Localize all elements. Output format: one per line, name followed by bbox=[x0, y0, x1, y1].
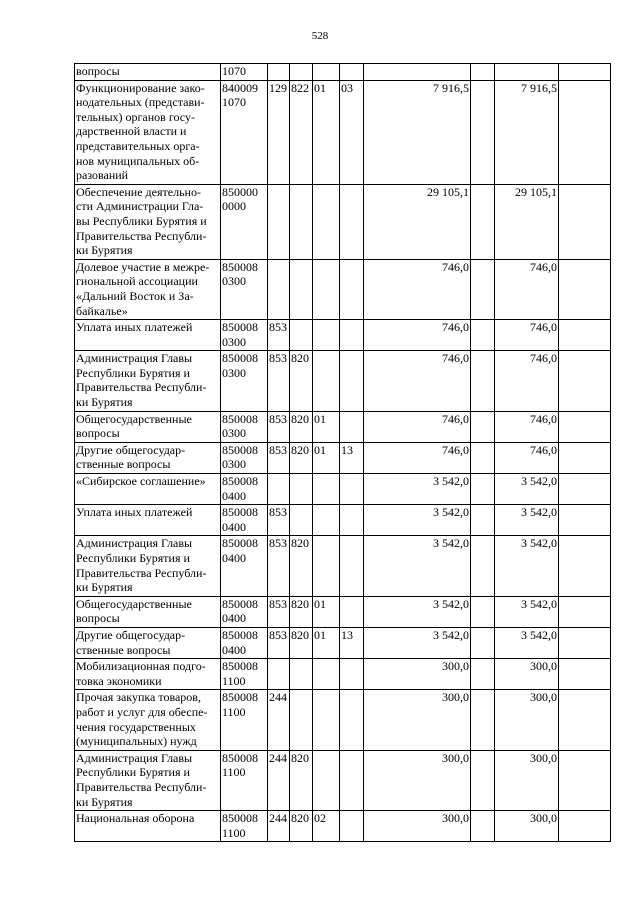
section-code-cell bbox=[313, 750, 340, 810]
item-name-line: Республики Бурятия и bbox=[76, 765, 190, 780]
empty-cell bbox=[471, 536, 495, 596]
section-code-cell: 01 bbox=[313, 80, 340, 184]
expense-group-cell: 853 bbox=[268, 505, 290, 536]
code-line: 1100 bbox=[222, 704, 246, 719]
expense-group-cell bbox=[268, 659, 290, 690]
target-code-cell bbox=[221, 411, 268, 442]
empty-cell bbox=[471, 505, 495, 536]
item-name-line: сти Администрации Гла- bbox=[76, 199, 204, 214]
expense-group-cell: 853 bbox=[268, 627, 290, 658]
item-name-cell bbox=[75, 505, 221, 536]
subsection-code-cell bbox=[340, 596, 364, 627]
empty-cell bbox=[559, 536, 611, 596]
department-code-cell: 820 bbox=[290, 750, 313, 810]
expense-group-cell bbox=[268, 259, 290, 319]
expense-group-cell bbox=[268, 184, 290, 259]
department-code-cell: 820 bbox=[290, 627, 313, 658]
expense-group-cell: 853 bbox=[268, 536, 290, 596]
amount-total-cell: 29 105,1 bbox=[495, 184, 559, 259]
amount-cell: 300,0 bbox=[364, 659, 471, 690]
item-name-line: ки Бурятия bbox=[76, 243, 133, 258]
table-row bbox=[75, 505, 611, 536]
page-number: 528 bbox=[311, 30, 329, 42]
expense-group-cell: 244 bbox=[268, 811, 290, 842]
expense-group-cell: 853 bbox=[268, 320, 290, 351]
amount-cell: 746,0 bbox=[364, 411, 471, 442]
table-row bbox=[75, 411, 611, 442]
item-name-cell bbox=[75, 690, 221, 750]
section-code-cell bbox=[313, 474, 340, 505]
item-name-cell bbox=[75, 627, 221, 658]
code-line: 850008 bbox=[222, 320, 258, 335]
code-line: 850008 bbox=[222, 505, 258, 520]
item-name-line: товка экономики bbox=[76, 673, 162, 688]
item-name-line: Администрация Главы bbox=[76, 351, 193, 366]
item-name-line: Другие общегосудар- bbox=[76, 627, 186, 642]
expense-group-cell: 853 bbox=[268, 411, 290, 442]
code-line: 1070 bbox=[222, 64, 246, 78]
item-name-cell bbox=[75, 659, 221, 690]
amount-cell: 7 916,5 bbox=[364, 80, 471, 184]
code-line: 0400 bbox=[222, 642, 246, 657]
empty-cell bbox=[559, 64, 611, 81]
section-code-cell bbox=[313, 351, 340, 411]
amount-total-cell: 300,0 bbox=[495, 690, 559, 750]
amount-total-cell: 3 542,0 bbox=[495, 596, 559, 627]
section-code-cell: 01 bbox=[313, 596, 340, 627]
code-line: 850000 bbox=[222, 184, 258, 199]
amount-total-cell: 300,0 bbox=[495, 659, 559, 690]
department-code-cell bbox=[290, 505, 313, 536]
item-name-cell bbox=[75, 184, 221, 259]
item-name-line: Уплата иных платежей bbox=[76, 320, 193, 335]
code-line: 0300 bbox=[222, 426, 246, 441]
subsection-code-cell bbox=[340, 536, 364, 596]
item-name-cell bbox=[75, 750, 221, 810]
amount-cell bbox=[364, 64, 471, 81]
amount-total-cell: 746,0 bbox=[495, 442, 559, 473]
item-name-line: вопросы bbox=[76, 426, 120, 441]
empty-cell bbox=[471, 474, 495, 505]
item-name-cell bbox=[75, 80, 221, 184]
amount-total-cell: 300,0 bbox=[495, 811, 559, 842]
table-row bbox=[75, 474, 611, 505]
item-name-cell bbox=[75, 411, 221, 442]
target-code-cell bbox=[221, 659, 268, 690]
item-name-line: ственные вопросы bbox=[76, 642, 171, 657]
section-code-cell bbox=[313, 259, 340, 319]
amount-cell: 300,0 bbox=[364, 811, 471, 842]
item-name-line: Правительства Республи- bbox=[76, 779, 207, 794]
item-name-line: нодательных (представи- bbox=[76, 95, 205, 110]
subsection-code-cell: 03 bbox=[340, 80, 364, 184]
target-code-cell bbox=[221, 80, 268, 184]
department-code-cell: 822 bbox=[290, 80, 313, 184]
expense-group-cell: 853 bbox=[268, 596, 290, 627]
item-name-line: ственные вопросы bbox=[76, 457, 171, 472]
item-name-line: (муниципальных) нужд bbox=[76, 734, 197, 749]
empty-cell bbox=[559, 750, 611, 810]
empty-cell bbox=[471, 690, 495, 750]
empty-cell bbox=[471, 627, 495, 658]
subsection-code-cell: 13 bbox=[340, 442, 364, 473]
code-line: 1100 bbox=[222, 765, 246, 780]
target-code-cell bbox=[221, 320, 268, 351]
target-code-cell bbox=[221, 351, 268, 411]
department-code-cell bbox=[290, 690, 313, 750]
table-row bbox=[75, 690, 611, 750]
empty-cell bbox=[559, 690, 611, 750]
item-name-line: дарственной власти и bbox=[76, 124, 187, 139]
amount-total-cell: 3 542,0 bbox=[495, 536, 559, 596]
empty-cell bbox=[559, 659, 611, 690]
department-code-cell: 820 bbox=[290, 442, 313, 473]
target-code-cell bbox=[221, 505, 268, 536]
code-line: 850008 bbox=[222, 627, 258, 642]
subsection-code-cell bbox=[340, 259, 364, 319]
empty-cell bbox=[471, 320, 495, 351]
table-row bbox=[75, 627, 611, 658]
item-name-line: чения государственных bbox=[76, 719, 196, 734]
amount-cell: 300,0 bbox=[364, 750, 471, 810]
amount-total-cell: 746,0 bbox=[495, 351, 559, 411]
section-code-cell bbox=[313, 64, 340, 81]
table-row bbox=[75, 811, 611, 842]
empty-cell bbox=[559, 442, 611, 473]
expense-group-cell: 853 bbox=[268, 442, 290, 473]
code-line: 850008 bbox=[222, 442, 258, 457]
target-code-cell bbox=[221, 627, 268, 658]
code-line: 0400 bbox=[222, 488, 246, 503]
table-row bbox=[75, 351, 611, 411]
amount-total-cell: 3 542,0 bbox=[495, 474, 559, 505]
item-name-line: тельных) органов госу- bbox=[76, 109, 195, 124]
target-code-cell bbox=[221, 596, 268, 627]
department-code-cell bbox=[290, 659, 313, 690]
department-code-cell: 820 bbox=[290, 351, 313, 411]
department-code-cell: 820 bbox=[290, 811, 313, 842]
table-row bbox=[75, 64, 611, 81]
item-name-line: представительных орга- bbox=[76, 138, 200, 153]
subsection-code-cell bbox=[340, 690, 364, 750]
target-code-cell bbox=[221, 442, 268, 473]
code-line: 850008 bbox=[222, 750, 258, 765]
table-row bbox=[75, 80, 611, 184]
empty-cell bbox=[471, 259, 495, 319]
item-name-line: вопросы bbox=[76, 611, 120, 626]
empty-cell bbox=[559, 505, 611, 536]
expense-group-cell bbox=[268, 474, 290, 505]
amount-cell: 746,0 bbox=[364, 351, 471, 411]
item-name-cell bbox=[75, 596, 221, 627]
item-name-line: «Дальний Восток и За- bbox=[76, 288, 194, 303]
amount-total-cell: 3 542,0 bbox=[495, 505, 559, 536]
item-name-line: работ и услуг для обеспе- bbox=[76, 704, 208, 719]
item-name-line: Национальная оборона bbox=[76, 811, 195, 826]
code-line: 1100 bbox=[222, 825, 246, 840]
subsection-code-cell bbox=[340, 659, 364, 690]
target-code-cell bbox=[221, 474, 268, 505]
code-line: 1070 bbox=[222, 95, 246, 110]
amount-cell: 746,0 bbox=[364, 259, 471, 319]
code-line: 850008 bbox=[222, 690, 258, 705]
subsection-code-cell bbox=[340, 505, 364, 536]
code-line: 0300 bbox=[222, 457, 246, 472]
subsection-code-cell bbox=[340, 184, 364, 259]
table-row bbox=[75, 596, 611, 627]
expense-group-cell bbox=[268, 64, 290, 81]
code-line: 0300 bbox=[222, 334, 246, 349]
subsection-code-cell bbox=[340, 750, 364, 810]
amount-cell: 3 542,0 bbox=[364, 596, 471, 627]
target-code-cell bbox=[221, 184, 268, 259]
department-code-cell bbox=[290, 64, 313, 81]
table-row bbox=[75, 259, 611, 319]
empty-cell bbox=[471, 351, 495, 411]
amount-cell: 300,0 bbox=[364, 690, 471, 750]
empty-cell bbox=[471, 184, 495, 259]
target-code-cell bbox=[221, 811, 268, 842]
amount-cell: 3 542,0 bbox=[364, 474, 471, 505]
item-name-cell bbox=[75, 536, 221, 596]
empty-cell bbox=[471, 750, 495, 810]
table-row bbox=[75, 184, 611, 259]
target-code-cell bbox=[221, 536, 268, 596]
item-name-line: Обеспечение деятельно- bbox=[76, 184, 201, 199]
amount-total-cell: 300,0 bbox=[495, 750, 559, 810]
amount-cell: 3 542,0 bbox=[364, 536, 471, 596]
code-line: 850008 bbox=[222, 411, 258, 426]
amount-total-cell: 746,0 bbox=[495, 411, 559, 442]
item-name-line: гиональной ассоциации bbox=[76, 274, 198, 289]
item-name-cell bbox=[75, 474, 221, 505]
amount-total-cell: 746,0 bbox=[495, 320, 559, 351]
item-name-line: Общегосударственные bbox=[76, 596, 192, 611]
item-name-line: вы Республики Бурятия и bbox=[76, 213, 207, 228]
empty-cell bbox=[559, 80, 611, 184]
item-name-line: Общегосударственные bbox=[76, 411, 192, 426]
code-line: 0300 bbox=[222, 365, 246, 380]
section-code-cell: 01 bbox=[313, 442, 340, 473]
empty-cell bbox=[471, 442, 495, 473]
section-code-cell bbox=[313, 536, 340, 596]
department-code-cell bbox=[290, 184, 313, 259]
section-code-cell: 01 bbox=[313, 411, 340, 442]
item-name-line: байкалье» bbox=[76, 303, 128, 318]
item-name-cell bbox=[75, 442, 221, 473]
item-name-line: Республики Бурятия и bbox=[76, 551, 190, 565]
item-name-line: вопросы bbox=[76, 64, 120, 78]
empty-cell bbox=[559, 627, 611, 658]
table-row bbox=[75, 536, 611, 596]
section-code-cell: 02 bbox=[313, 811, 340, 842]
table-row bbox=[75, 750, 611, 810]
section-code-cell bbox=[313, 320, 340, 351]
empty-cell bbox=[471, 596, 495, 627]
empty-cell bbox=[471, 64, 495, 81]
amount-cell: 746,0 bbox=[364, 320, 471, 351]
code-line: 850008 bbox=[222, 351, 258, 366]
empty-cell bbox=[559, 596, 611, 627]
item-name-line: разований bbox=[76, 168, 129, 183]
department-code-cell bbox=[290, 259, 313, 319]
item-name-line: Другие общегосудар- bbox=[76, 442, 186, 457]
table-row bbox=[75, 659, 611, 690]
empty-cell bbox=[471, 811, 495, 842]
subsection-code-cell bbox=[340, 411, 364, 442]
item-name-cell bbox=[75, 259, 221, 319]
item-name-cell bbox=[75, 811, 221, 842]
empty-cell bbox=[471, 659, 495, 690]
item-name-line: Правительства Республи- bbox=[76, 565, 207, 580]
code-line: 850008 bbox=[222, 596, 258, 611]
code-line: 0300 bbox=[222, 274, 246, 289]
department-code-cell: 820 bbox=[290, 411, 313, 442]
expense-group-cell: 244 bbox=[268, 690, 290, 750]
item-name-line: ки Бурятия bbox=[76, 580, 133, 595]
department-code-cell bbox=[290, 320, 313, 351]
item-name-line: Правительства Республи- bbox=[76, 380, 207, 395]
amount-cell: 29 105,1 bbox=[364, 184, 471, 259]
amount-total-cell: 7 916,5 bbox=[495, 80, 559, 184]
code-line: 0400 bbox=[222, 551, 246, 565]
empty-cell bbox=[559, 474, 611, 505]
amount-cell: 3 542,0 bbox=[364, 505, 471, 536]
item-name-line: нов муниципальных об- bbox=[76, 153, 200, 168]
code-line: 850008 bbox=[222, 259, 258, 274]
item-name-cell bbox=[75, 351, 221, 411]
expense-group-cell: 129 bbox=[268, 80, 290, 184]
department-code-cell bbox=[290, 474, 313, 505]
item-name-line: Правительства Республи- bbox=[76, 228, 207, 243]
item-name-cell bbox=[75, 320, 221, 351]
empty-cell bbox=[559, 259, 611, 319]
section-code-cell bbox=[313, 184, 340, 259]
subsection-code-cell bbox=[340, 64, 364, 81]
empty-cell bbox=[559, 351, 611, 411]
expense-group-cell: 244 bbox=[268, 750, 290, 810]
item-name-line: Республики Бурятия и bbox=[76, 365, 190, 380]
item-name-line: Уплата иных платежей bbox=[76, 505, 193, 520]
item-name-cell bbox=[75, 64, 221, 81]
budget-table bbox=[74, 63, 611, 842]
code-line: 850008 bbox=[222, 659, 258, 674]
item-name-line: Администрация Главы bbox=[76, 536, 193, 551]
empty-cell bbox=[471, 80, 495, 184]
target-code-cell bbox=[221, 64, 268, 81]
table-row bbox=[75, 320, 611, 351]
expense-group-cell: 853 bbox=[268, 351, 290, 411]
empty-cell bbox=[559, 411, 611, 442]
target-code-cell bbox=[221, 690, 268, 750]
subsection-code-cell bbox=[340, 474, 364, 505]
item-name-line: «Сибирское соглашение» bbox=[76, 474, 206, 489]
empty-cell bbox=[471, 411, 495, 442]
section-code-cell bbox=[313, 659, 340, 690]
amount-cell: 746,0 bbox=[364, 442, 471, 473]
code-line: 1100 bbox=[222, 673, 246, 688]
amount-total-cell bbox=[495, 64, 559, 81]
section-code-cell: 01 bbox=[313, 627, 340, 658]
department-code-cell: 820 bbox=[290, 596, 313, 627]
subsection-code-cell bbox=[340, 351, 364, 411]
code-line: 850008 bbox=[222, 536, 258, 551]
target-code-cell bbox=[221, 750, 268, 810]
code-line: 0000 bbox=[222, 199, 246, 214]
section-code-cell bbox=[313, 690, 340, 750]
code-line: 850008 bbox=[222, 811, 258, 826]
amount-total-cell: 3 542,0 bbox=[495, 627, 559, 658]
amount-total-cell: 746,0 bbox=[495, 259, 559, 319]
item-name-line: Мобилизационная подго- bbox=[76, 659, 206, 674]
item-name-line: ки Бурятия bbox=[76, 794, 133, 809]
target-code-cell bbox=[221, 259, 268, 319]
subsection-code-cell bbox=[340, 320, 364, 351]
code-line: 840009 bbox=[222, 80, 258, 95]
item-name-line: ки Бурятия bbox=[76, 395, 133, 410]
item-name-line: Администрация Главы bbox=[76, 750, 193, 765]
item-name-line: Функционирование зако- bbox=[76, 80, 205, 95]
empty-cell bbox=[559, 811, 611, 842]
amount-cell: 3 542,0 bbox=[364, 627, 471, 658]
code-line: 0400 bbox=[222, 611, 246, 626]
item-name-line: Прочая закупка товаров, bbox=[76, 690, 201, 705]
item-name-line: Долевое участие в межре- bbox=[76, 259, 210, 274]
subsection-code-cell bbox=[340, 811, 364, 842]
section-code-cell bbox=[313, 505, 340, 536]
table-row bbox=[75, 442, 611, 473]
empty-cell bbox=[559, 320, 611, 351]
code-line: 850008 bbox=[222, 474, 258, 489]
code-line: 0400 bbox=[222, 519, 246, 534]
empty-cell bbox=[559, 184, 611, 259]
department-code-cell: 820 bbox=[290, 536, 313, 596]
subsection-code-cell: 13 bbox=[340, 627, 364, 658]
